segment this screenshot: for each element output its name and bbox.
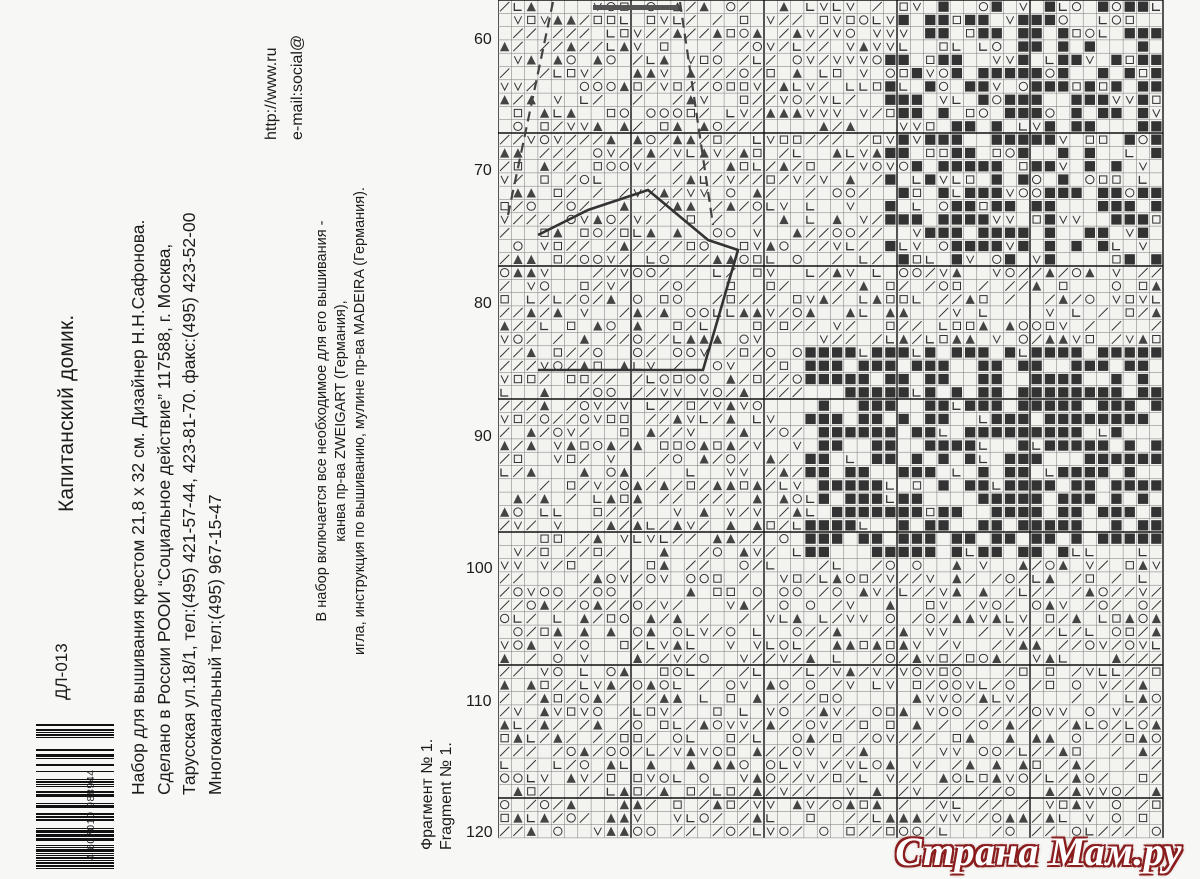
row-label: 90 [474,428,492,445]
info-block [126,213,228,795]
row-label: 80 [474,295,492,312]
watermark-logo: Страна Мам.ру [895,829,1182,874]
row-label: 60 [474,31,492,48]
row-label: 100 [466,560,493,577]
kit-line: игла, инструкция по вышиванию, мулине пр-ва MADEIRA (Германия). [352,187,368,655]
kit-line: В набор включается все необходимое для его вышивания - [314,220,330,622]
barcode-icon [36,722,132,874]
info-line: Набор для вышивания крестом 21,8 х 32 см. Дизайнер Н.Н.Сафонова. [128,219,148,795]
document-title: Капитанский домик. [55,314,78,512]
cross-stitch-chart [498,0,1168,842]
fragment-label [418,739,456,850]
info-line: Сделано в России РООИ “Социальное действие” 117588, г. Москва, [153,243,174,795]
fragment-label-ru: Фрагмент № 1. [419,738,436,850]
barcode-digits: 4 607010 988944 [85,769,97,860]
info-line: Тарусская ул.18/1, тел:(495) 421-57-44, 423-81-70. факс:(495) 423-52-00 [179,212,199,795]
kit-contents [313,187,370,655]
kit-line: канва пр-ва ZWEIGART (Германия), [333,300,349,542]
row-label: 120 [466,824,493,841]
email-address: e-mail:social@ [289,34,306,140]
info-line: Многоканальный тел:(495) 967-15-47 [204,494,225,795]
row-label: 70 [474,162,492,179]
row-label: 110 [466,693,492,710]
website-url: http://www.ru [263,47,280,140]
fragment-label-en: Fragment № 1. [438,742,455,850]
product-code: ДЛ-013 [52,643,71,700]
web-contacts [259,35,311,140]
